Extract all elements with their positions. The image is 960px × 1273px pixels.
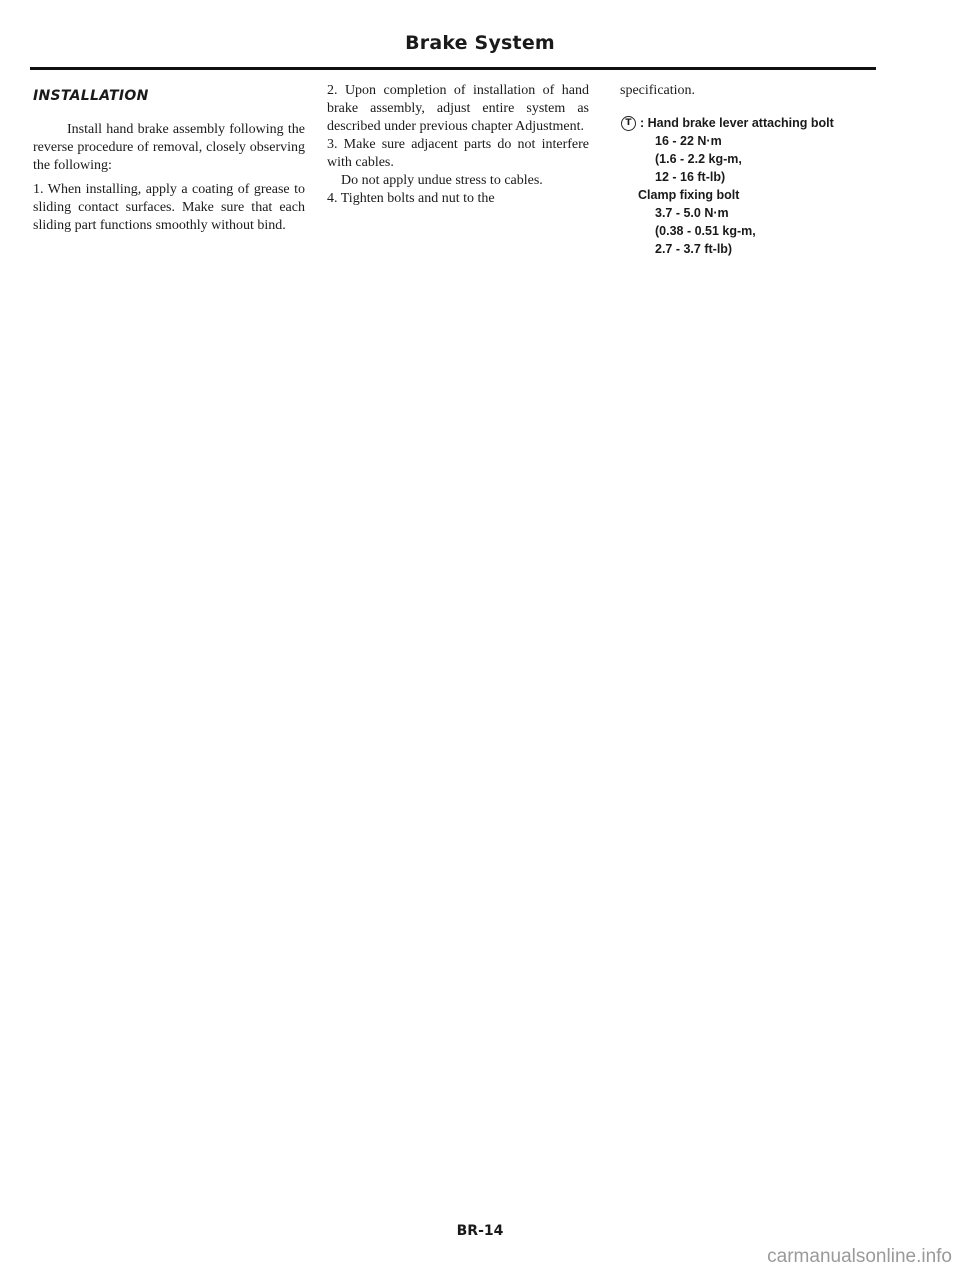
spec1-line2: (1.6 - 2.2 kg-m, bbox=[655, 152, 742, 166]
spec1-line3: 12 - 16 ft-lb) bbox=[655, 170, 726, 184]
column-3 bbox=[620, 82, 880, 258]
step-2: 2. Upon completion of installation of hand brake assembly, adjust entire system as described under previous chapter Adjustment. bbox=[327, 83, 589, 134]
spec1-line1: 16 - 22 N·m bbox=[655, 134, 722, 148]
spec2-line1: 3.7 - 5.0 N·m bbox=[655, 206, 729, 220]
column-2 bbox=[327, 82, 589, 208]
torque-icon: T bbox=[621, 116, 636, 131]
watermark: carmanualsonline.info bbox=[767, 1246, 952, 1267]
spec2-block bbox=[638, 186, 880, 258]
intro-paragraph: Install hand brake assembly following the reverse procedure of removal, closely observing the following: bbox=[33, 122, 305, 173]
column-1 bbox=[33, 82, 305, 241]
continuation-text: specification. bbox=[620, 83, 696, 98]
spec1-values bbox=[655, 132, 880, 186]
spec2-line3: 2.7 - 3.7 ft-lb) bbox=[655, 242, 733, 256]
page-header-title: Brake System bbox=[405, 32, 555, 54]
torque-spec-row bbox=[620, 114, 880, 132]
spec2-line2: (0.38 - 0.51 kg-m, bbox=[655, 224, 756, 238]
step-3-note: Do not apply undue stress to cables. bbox=[341, 173, 543, 188]
step-3: 3. Make sure adjacent parts do not interfere with cables. bbox=[327, 137, 589, 170]
section-heading: INSTALLATION bbox=[33, 88, 149, 104]
header-rule bbox=[30, 67, 876, 70]
spec1-label: : Hand brake lever attaching bolt bbox=[640, 116, 834, 130]
step-1: 1. When installing, apply a coating of grease to sliding contact surfaces. Make sure that each sliding part functions smoothly without bind. bbox=[33, 182, 305, 233]
spec2-values bbox=[655, 204, 880, 258]
step-4: 4. Tighten bolts and nut to the bbox=[327, 191, 495, 206]
page-number: BR-14 bbox=[456, 1223, 504, 1239]
spec2-label: Clamp fixing bolt bbox=[638, 188, 740, 202]
